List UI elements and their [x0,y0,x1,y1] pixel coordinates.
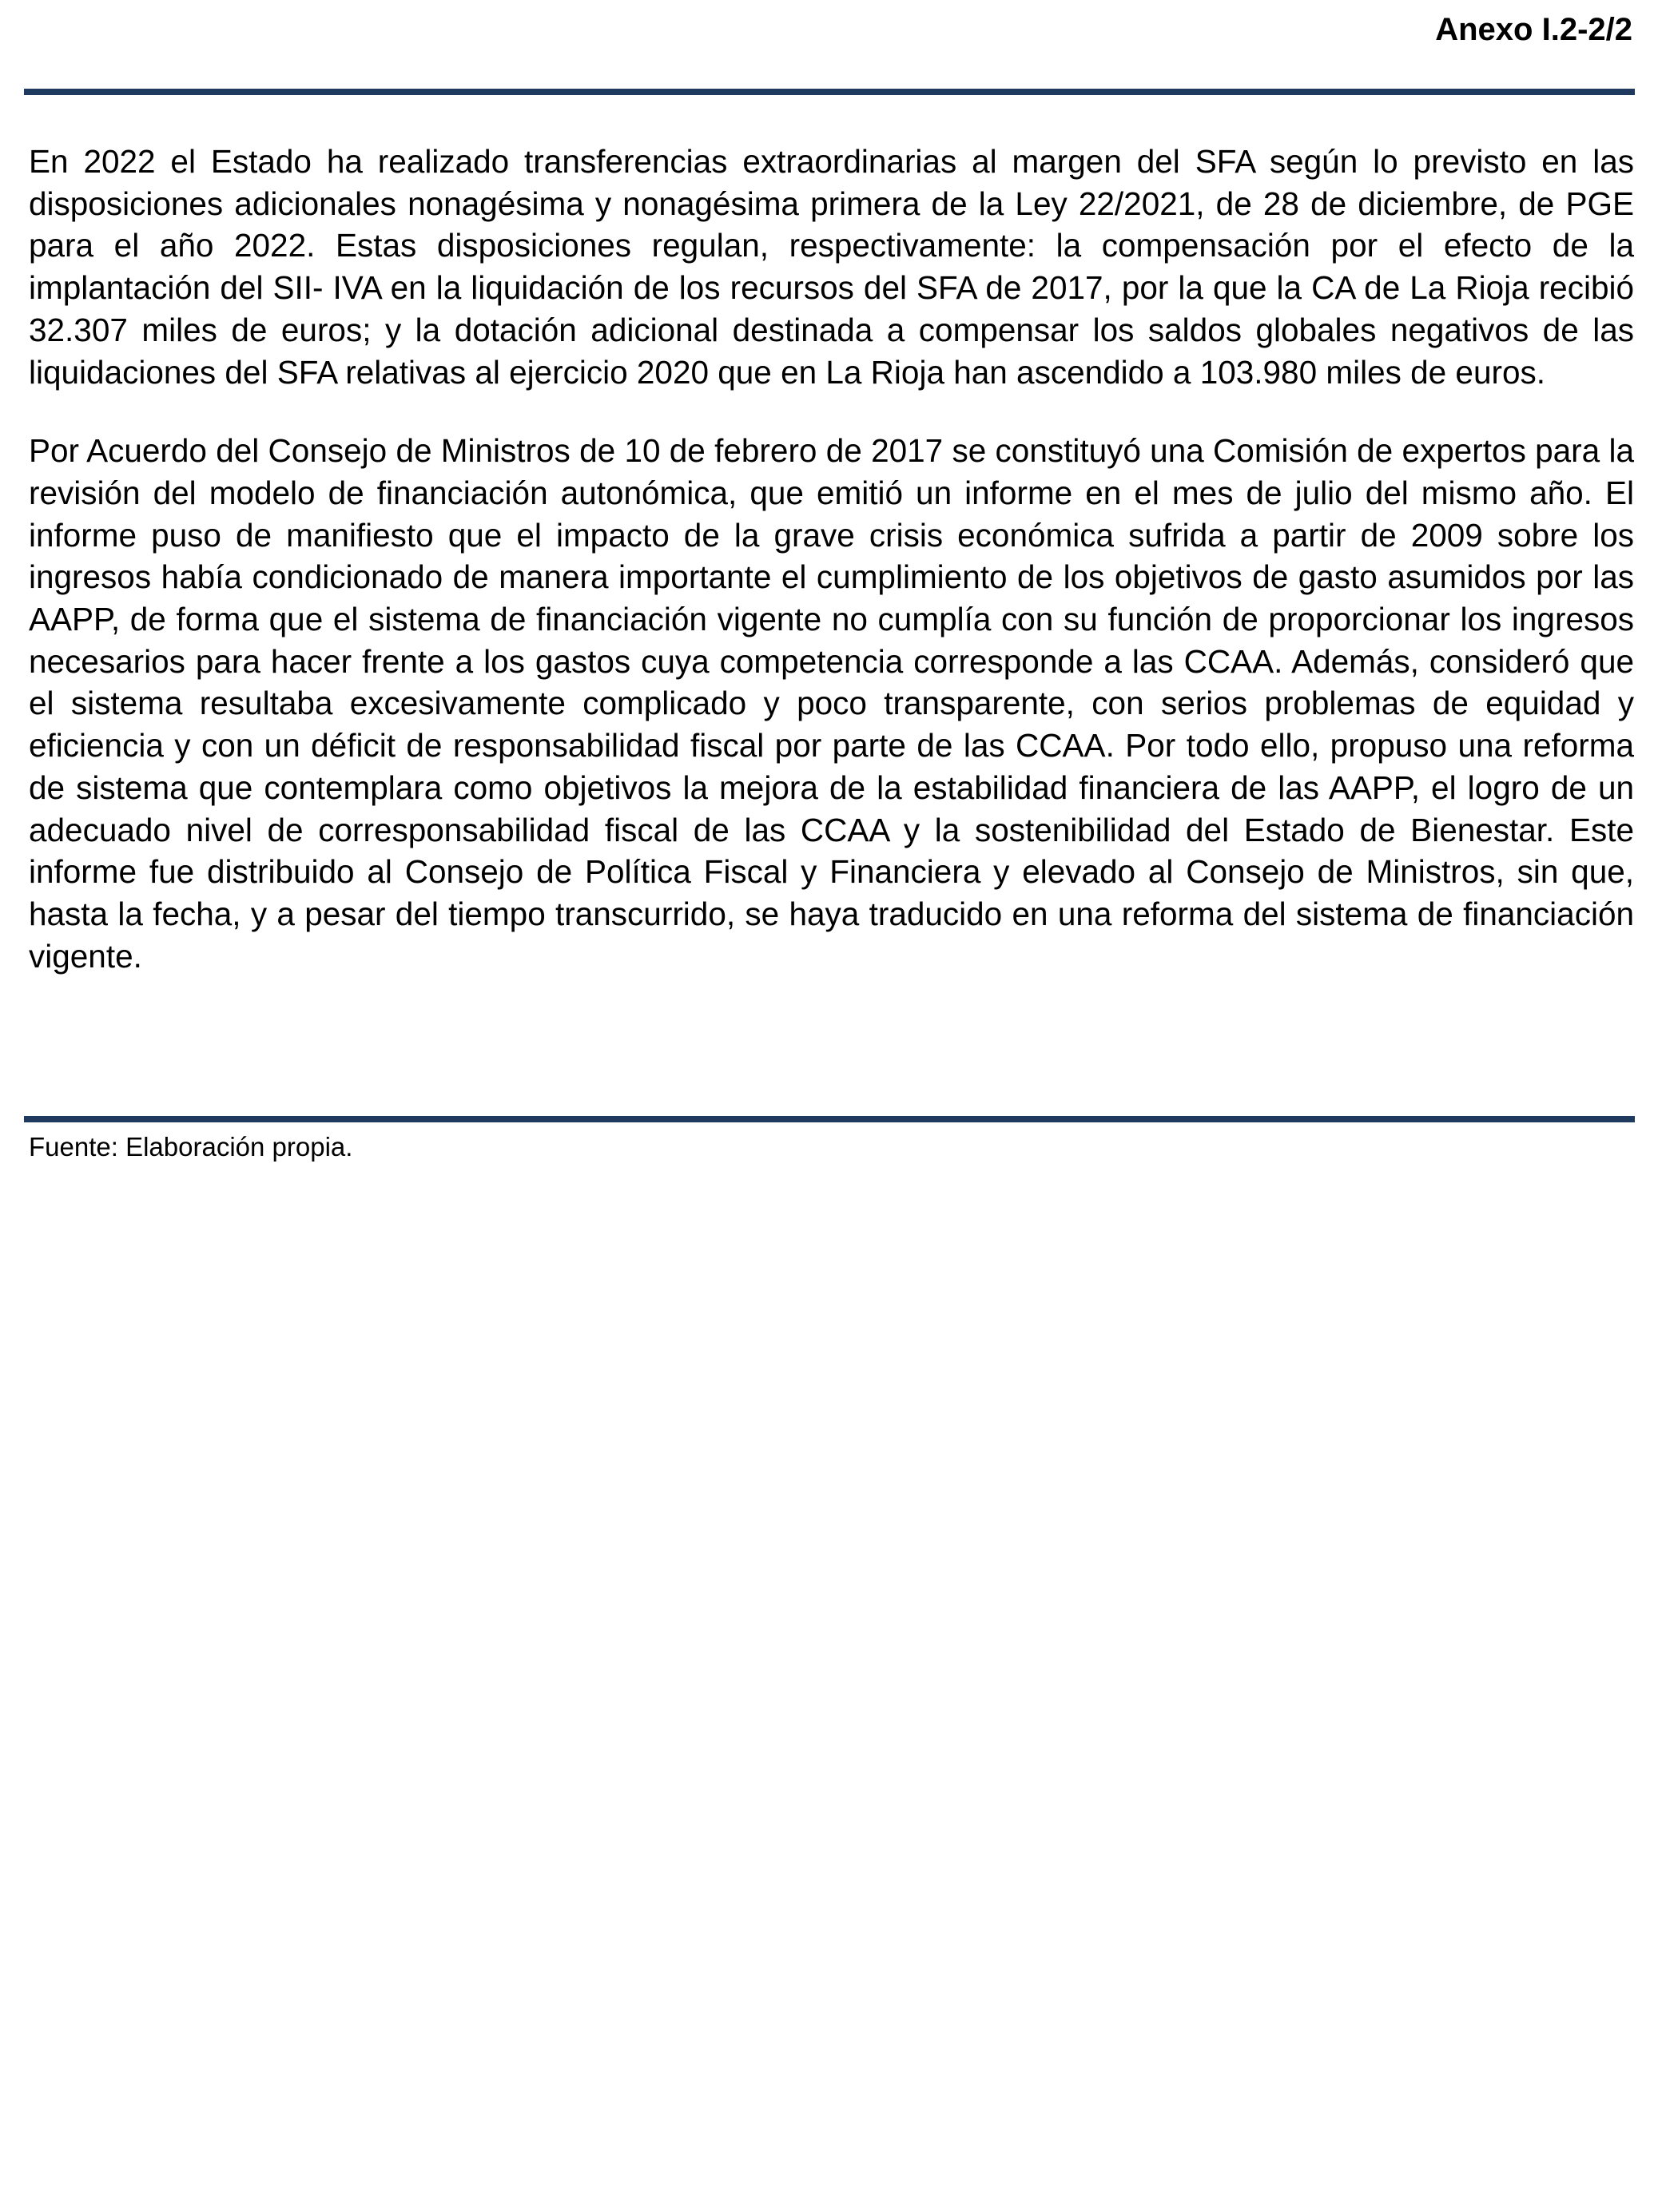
annex-label: Anexo I.2-2/2 [1435,12,1632,47]
source-note: Fuente: Elaboración propia. [29,1132,353,1162]
top-rule [24,89,1635,95]
paragraph-expert-commission: Por Acuerdo del Consejo de Ministros de 10 de febrero de 2017 se constituyó una Comisión de expertos para la revisión del modelo de financiación autonómica, que emitió un informe en el mes de julio del mismo año. El informe puso de manifiesto que el impacto de la grave crisis económica sufrida a partir de 2009 sobre los ingresos había condicionado de manera importante el cumplimiento de los objetivos de gasto asumidos por las AAPP, de forma que el sistema de financiación vigente no cumplía con su función de proporcionar los ingresos necesarios para hacer frente a los gastos cuya competencia corresponde a las CCAA. Además, consideró que el sistema resultaba excesivamente complicado y poco transparente, con serios problemas de equidad y eficiencia y con un déficit de responsabilidad fiscal por parte de las CCAA. Por todo ello, propuso una reforma de sistema que contemplara como objetivos la mejora de la estabilidad financiera de las AAPP, el logro de un adecuado nivel de corresponsabilidad fiscal de las CCAA y la sostenibilidad del Estado de Bienestar. Este informe fue distribuido al Consejo de Política Fiscal y Financiera y elevado al Consejo de Ministros, sin que, hasta la fecha, y a pesar del tiempo transcurrido, se haya traducido en una reforma del sistema de financiación vigente. [29,432,1634,975]
body-text [29,141,1634,1014]
bottom-rule [24,1116,1635,1122]
paragraph-transfers: En 2022 el Estado ha realizado transferencias extraordinarias al margen del SFA según lo previsto en las disposiciones adicionales nonagésima y nonagésima primera de la Ley 22/2021, de 28 de diciembre, de PGE para el año 2022. Estas disposiciones regulan, respectivamente: la compensación por el efecto de la implantación del SII- IVA en la liquidación de los recursos del SFA de 2017, por la que la CA de La Rioja recibió 32.307 miles de euros; y la dotación adicional destinada a compensar los saldos globales negativos de las liquidaciones del SFA relativas al ejercicio 2020 que en La Rioja han ascendido a 103.980 miles de euros. [29,143,1634,391]
